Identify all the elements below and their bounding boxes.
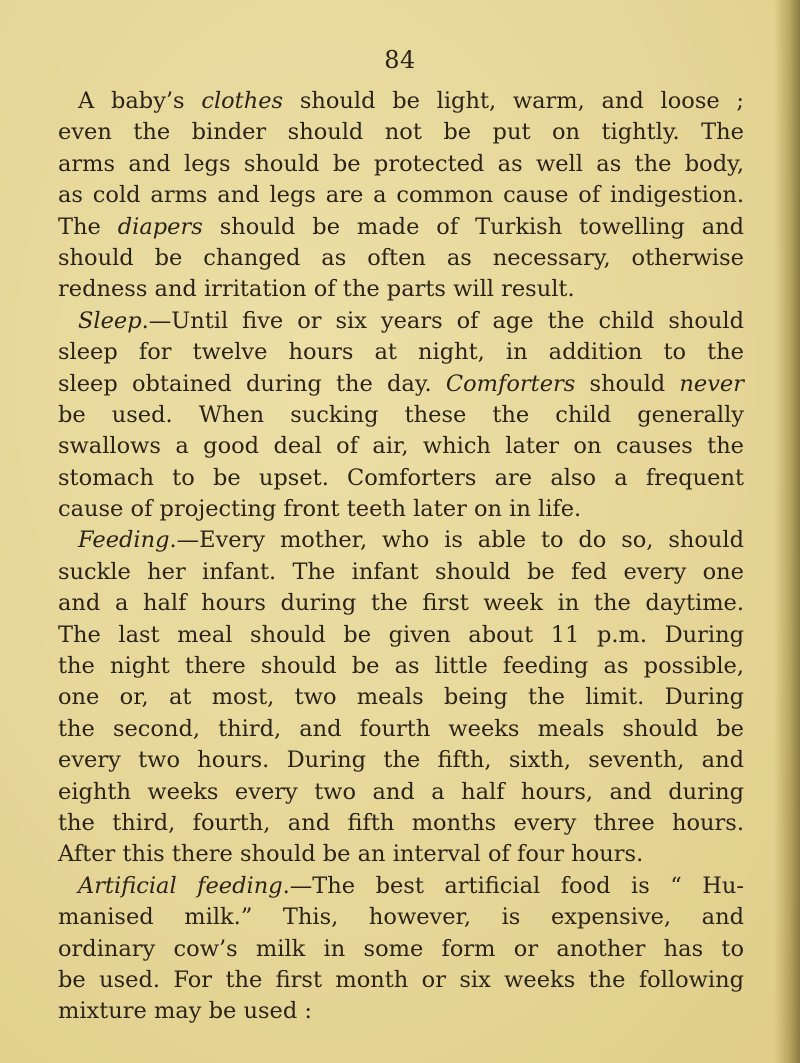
text-line [58,839,744,870]
text-segment: mixture may be used : [58,998,312,1025]
text-line [58,212,744,243]
text-line [58,620,744,651]
text-segment: be used. When sucking these the child generally [58,401,744,428]
text-line [58,86,744,117]
body-text [58,86,744,1028]
text-segment: The [58,213,118,240]
text-segment: .—Until five or six years of age the child should [141,307,744,334]
text-segment: every two hours. During the fifth, sixth, seventh, and [58,747,744,774]
text-segment: the night there should be as little feeding as possible, [58,653,744,680]
italic-term: diapers [117,213,203,240]
text-segment: one or, at most, two meals being the limit. During [58,684,744,711]
text-line [58,525,744,556]
text-segment: be used. For the first month or six weeks the following [58,966,744,993]
text-line [58,431,744,462]
italic-term: Feeding [78,527,170,554]
italic-term: clothes [201,88,284,114]
text-line [58,965,744,996]
text-line [58,180,744,211]
text-line [58,117,744,148]
text-line [58,902,744,933]
text-segment: The last meal should be given about 11 p.m. During [58,621,744,648]
italic-term: never [679,370,744,397]
text-segment: should be light, warm, and loose ; [283,88,744,114]
text-line [58,996,744,1027]
italic-term: Comforters [445,370,576,397]
text-line [58,682,744,713]
text-line [58,369,744,400]
text-segment: .—The best artificial food is “ Hu- [282,872,744,899]
text-segment: stomach to be upset. Comforters are also a frequent [58,464,744,491]
text-segment: the third, fourth, and fifth months every three hours. [58,809,744,836]
text-segment: After this there should be an interval of four hours. [58,841,644,868]
text-segment: arms and legs should be protected as well as the body, [58,150,744,177]
text-line [58,808,744,839]
text-segment: cause of projecting front teeth later on in life. [58,496,582,523]
text-segment: sleep for twelve hours at night, in addition to the [58,339,744,366]
text-line [58,651,744,682]
page-edge-shadow [774,0,800,1063]
text-segment: should be changed as often as necessary, otherwise [58,244,744,271]
page-number: 84 [384,46,416,74]
text-line [58,557,744,588]
text-line [58,400,744,431]
text-line [58,777,744,808]
text-segment: swallows a good deal of air, which later on causes the [58,433,744,460]
text-segment: should be made of Turkish towelling and [202,213,745,240]
text-segment: redness and irritation of the parts will result. [58,276,575,303]
text-line [58,149,744,180]
text-line [58,306,744,337]
text-line [58,274,744,305]
text-segment: should [575,370,680,397]
text-line [58,243,744,274]
text-line [58,934,744,965]
text-segment: .—Every mother, who is able to do so, should [169,527,744,554]
text-segment: sleep obtained during the day. [58,370,446,397]
text-line [58,494,744,525]
text-segment: even the binder should not be put on tightly. The [58,119,744,146]
text-segment: ordinary cow’s milk in some form or another has to [58,935,744,962]
text-line [58,588,744,619]
text-segment: as cold arms and legs are a common cause of indigestion. [58,182,744,209]
text-segment: manised milk.” This, however, is expensive, and [58,904,744,931]
italic-term: Sleep [78,307,142,334]
text-segment: and a half hours during the first week in the daytime. [58,590,744,617]
text-line [58,871,744,902]
text-segment: eighth weeks every two and a half hours, and during [58,778,744,805]
text-line [58,337,744,368]
text-line [58,714,744,745]
text-segment: A baby’s [78,88,202,114]
italic-term: Artificial feeding [78,872,283,899]
text-segment: the second, third, and fourth weeks meals should be [58,715,744,742]
text-line [58,745,744,776]
text-segment: suckle her infant. The infant should be fed every one [58,558,744,585]
text-line [58,463,744,494]
